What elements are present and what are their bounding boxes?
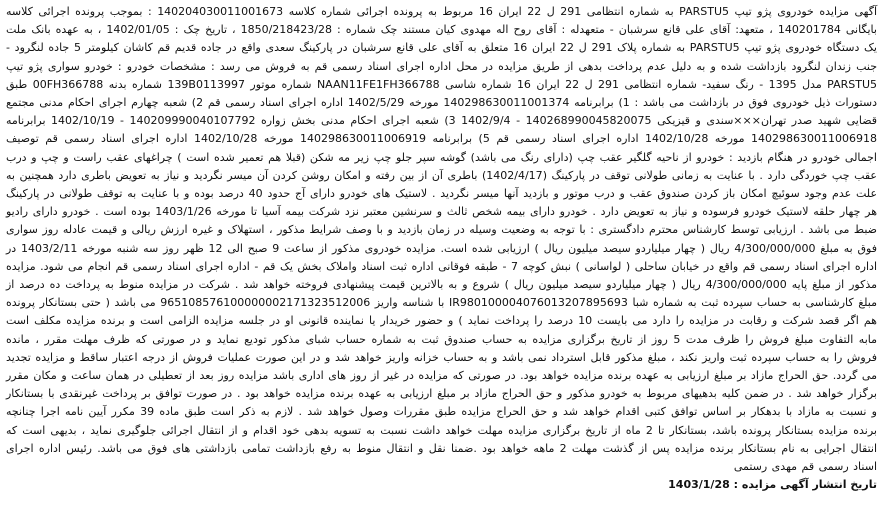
publication-date-label: تاریخ انتشار آگهی مزایده : <box>733 478 877 492</box>
publication-date-value: 1403/1/28 <box>668 478 730 492</box>
notice-body: آگهی مزایده خودروی پژو تیپ PARSTU5 به شماره انتظامی 291 ل 22 ایران 16 مربوط به پرونده اجرائی شماره کلاسه 140204030011001673 : بموجب پرونده اجرائی کلاسه بایگانی 140201784 ، متعهد: آقای علی قانع سرشبان - متعهدله : آقای روح اله مهدوی کیان مستند چک شماره : 1850/218423/28 ، تاریخ چک : 1402/01/05 ، به عهده بانک ملت یک دستگاه خودروی پژو تیپ PARSTU5 به شماره پلاک 291 ل 22 ایران 16 متعلق به آقای علی قانع سرشبان در پارکینگ سعدی واقع در جاده قدیم قم کاشان کیلومتر 5 جاده لنگرود - جنب زندان لنگرود بازداشت شده و به دلیل عدم پرداخت بدهی از طریق مزایده در محل اداره اجرای اسناد رسمی قم به فروش می رسد : مشخصات خودرو : خودرو سواری پژو تیپ PARSTU5 مدل 1395 - رنگ سفید- شماره انتظامی 291 ل 22 ایران 16 شماره شاسی NAAN11FE1FH366788 شماره موتور 139B0113997 شماره بدنه 00FH366788 طبق دستورات ذیل خودروی فوق در بازداشت می باشد : 1) برابرنامه 140298630011001374 مورخه 1402/5/29 اداره اجرای اسناد رسمی قم 2) شعبه چهارم اجرای احکام مدنی مجتمع قضایی شهید صدر تهران×××سندی و قیزیکی 140268990045820075 - 1402/9/4 3) شعبه اجرای احکام مدنی بخش زواره 140209990040107792 - 1402/10/19 برابرنامه 140298630011006918 مورخه 1402/10/28 اداره اجرای اسناد رسمی قم 5) برابرنامه 140298630011006919 مورخه 1402/10/28 اداره اجرای اسناد رسمی قم توصیف اجمالی خودرو در هنگام بازدید : خودرو از ناحیه گلگیر عقب چپ (دارای رنگ می باشد) گوشه سپر جلو چپ زیر مه شکن (قبلا هم تعمیر شده است ) چراغهای عقب راست و چپ و درب عقب چپ خوردگی دارد . با عنایت به زمانی طولانی توقف در پارکینگ (1402/4/17) باطری آن از بین رفته و امکان روشن کردن آن میسر نگردید و نیاز به تعویض باطری دارد همچنین به علت عدم وجود سوئیچ امکان باز کردن صندوق عقب و درب موتور و بازدید آنها میسر نگردید . لاستیک های خودرو دارای آج حدود 40 درصد بوده و با عنایت به توقف طولانی در پارکینگ هر چهار حلقه لاستیک خودرو فرسوده و نیاز به تعویض دارد . خودرو دارای بیمه شخص ثالث و سرنشین معتبر نزد شرکت بیمه آسیا تا مورخه 1403/1/26 بوده است . خودرو دارای رادیو ضبط می باشد . ارزیابی توسط کارشناس محترم دادگستری : با توجه به وضعیت وسیله در زمان بازدید و با وصف شرایط مذکور ، استهلاک و غیره ارزش ریالی و قیمت عادله روز سواری فوق به مبلغ 4/300/000/000 ریال ( چهار میلیاردو سیصد میلیون ریال ) ارزیابی شده است. مزایده خودروی مذکور از ساعت 9 صبح الی 12 ظهر روز سه شنبه مورخه 1403/2/11 در اداره اجرای اسناد رسمی قم واقع در خیابان ساحلی ( لواسانی ) نبش کوچه 7 - طبقه فوقانی اداره ثبت اسناد واملاک بخش یک قم - اداره اجرای اسناد رسمی قم انجام می شود. مزایده مذکور از مبلغ پایه 4/300/000/000 ریال ( چهار میلیاردو سیصد میلیون ریال ) شروع و به بالاترین قیمت پیشنهادی فروخته خواهد شد . شرکت در مزایده منوط به پرداخت ده درصد از مبلغ کارشناسی به حساب سپرده ثبت به شماره شبا IR980100004076013207895693 با شناسه واریز 965108576100000002171323512006 می باشد ( حتی بستانکار پرونده هم اگر قصد شرکت و رقابت در مزایده را دارد می بایست 10 درصد را پرداخت نماید ) و حضور خریدار یا نماینده قانونی او در جلسه مزایده الزامی است و برنده مزایده مکلف است مابه التفاوت مبلغ فروش را ظرف مدت 5 روز از تاریخ برگزاری مزایده به حساب صندوق ثبت به شماره حساب شبای مذکور تودیع نماید و در صورتی که ظرف مهلت مقرر ، مانده فروش را به حساب سپرده ثبت واریز نکند ، مبلغ مذکور قابل استرداد نمی باشد و به حساب خزانه واریز خواهد شد و در این صورت عملیات فروش از درجه اعتبار ساقط و مزایده تجدید می گردد. حق الحراج مازاد بر مبلغ ارزیابی به عهده برنده مزایده خواهد بود. در صورتی که مزایده در غیر از روز های اداری باشد مزایده روز بعد از تعطیلی در همان ساعت و مکان مقرر برگزار خواهد شد . در ضمن کلیه بدهیهای مربوط به خودرو مذکور و حق الحراج مازاد بر مبلغ ارزیابی به عهده برنده مزایده خواهد بود . در صورت توافق بر پرداخت غیرنقدی با بستانکار و نسبت به مازاد با بدهکار بر اساس توافق کتبی اقدام خواهد شد و حق الحراج مزایده طبق مقررات وصول خواهد شد . لازم به ذکر است طبق ماده 39 مکرر آیین نامه اجرا چنانچه برنده مزایده بستانکار پرونده باشد، بستانکار تا 2 ماه از تاریخ برگزاری مزایده مهلت خواهد داشت نسبت به تسویه بدهی خود اقدام و از انتقال اجرائی جلوگیری نماید ، بدیهی است که انتقال اجرایی به نام بستانکار برنده مزایده پس از گذشت مهلت 2 ماهه خواهد بود .ضمنا نقل و انتقال منوط به رفع بازداشت تمامی بازداشتی های فوق می باشد. رئیس اداره اجرای اسناد رسمی قم مهدی رستمی <box>6 5 878 474</box>
publication-date-line <box>6 476 877 494</box>
